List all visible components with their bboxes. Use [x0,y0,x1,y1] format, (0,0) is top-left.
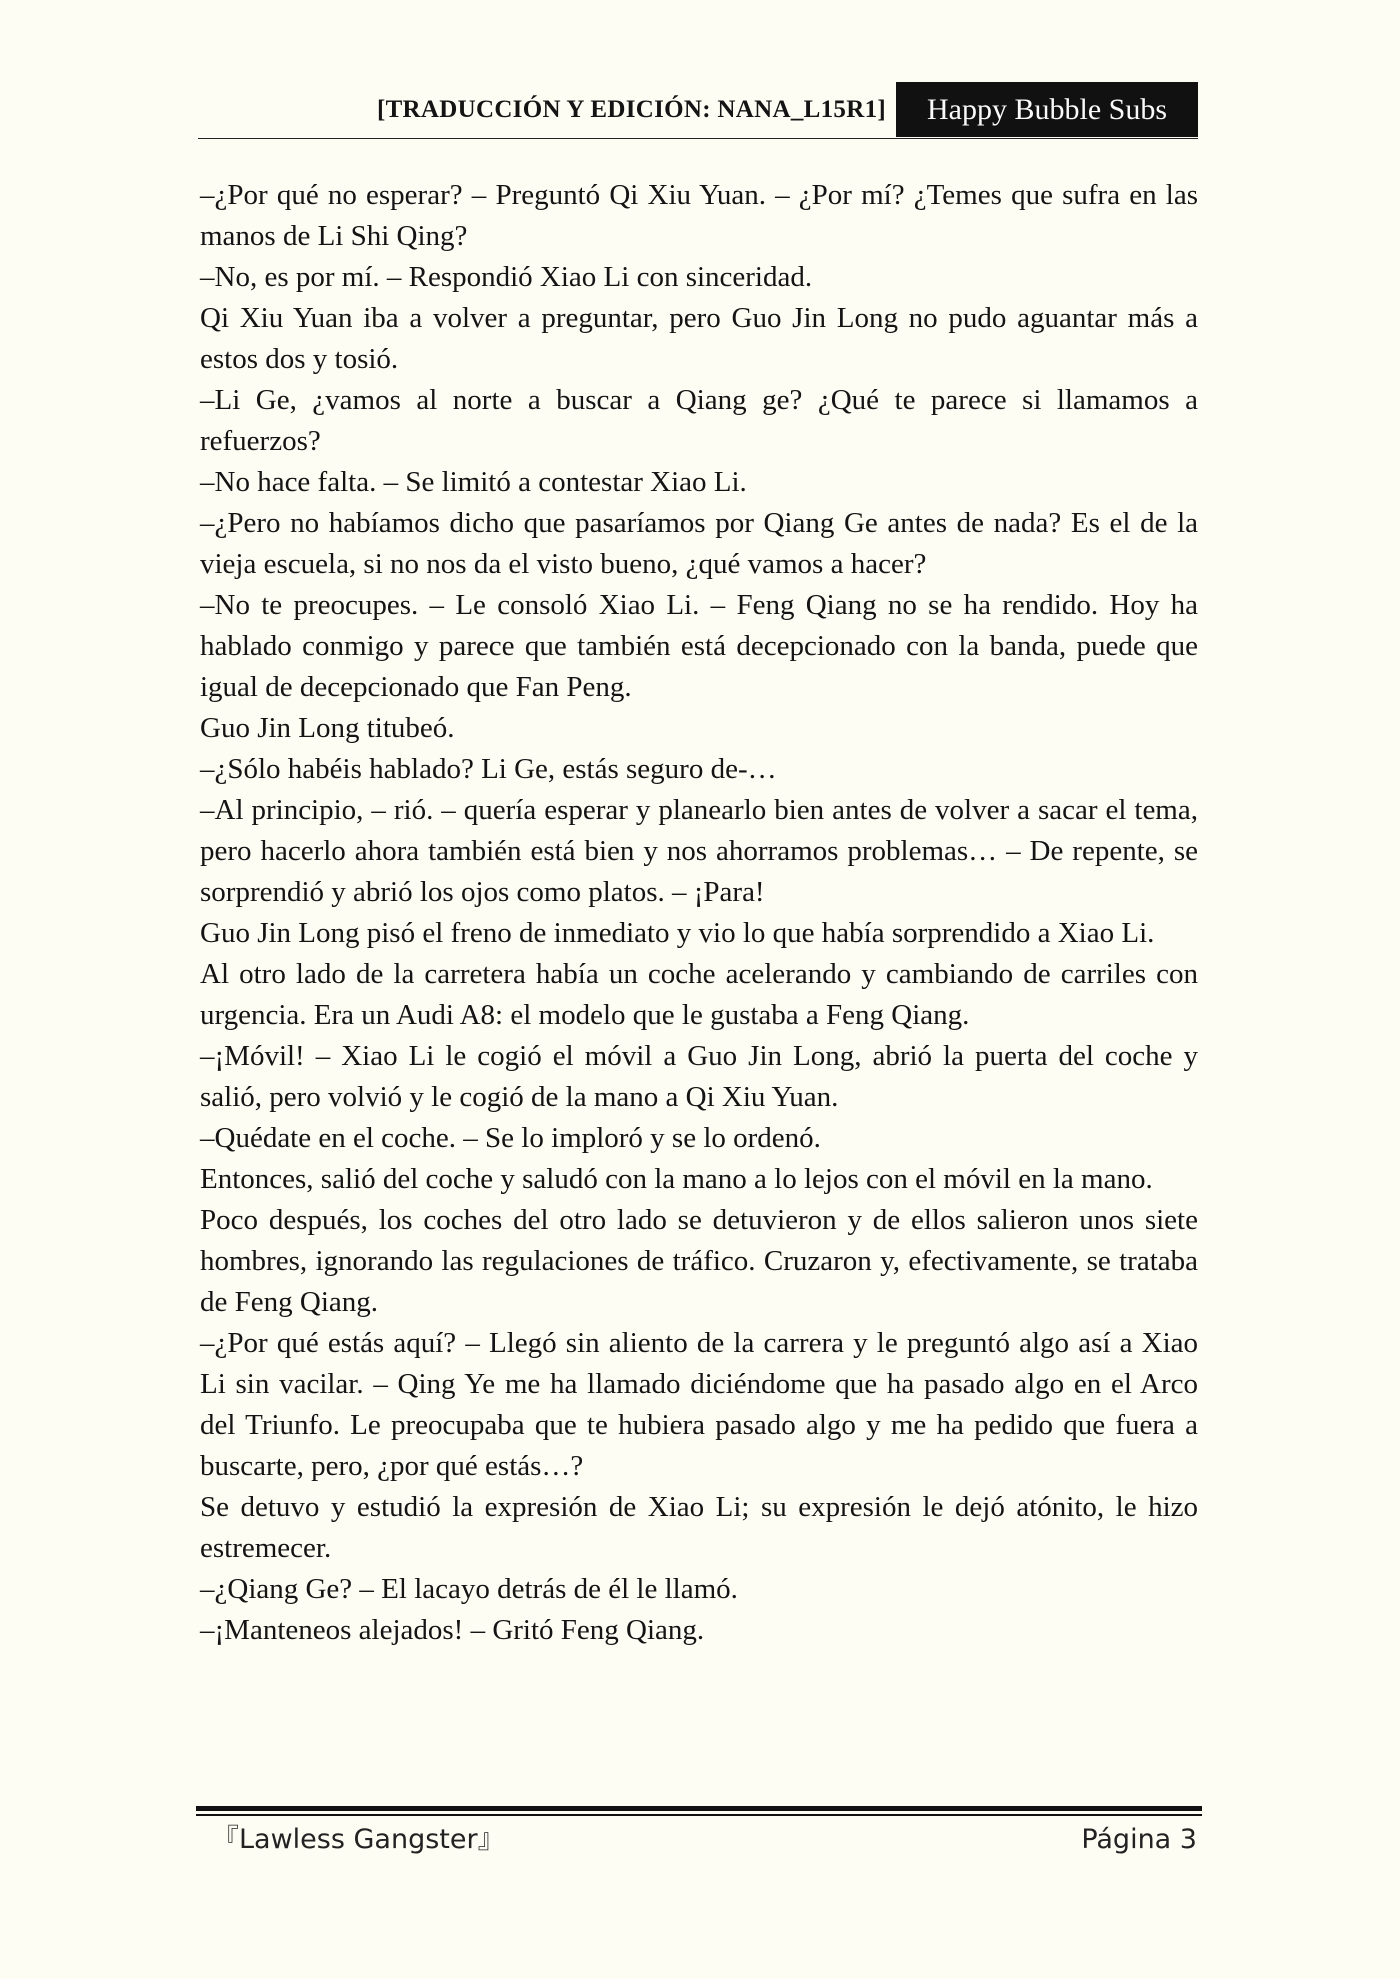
paragraph: Guo Jin Long titubeó. [200,712,455,744]
paragraph: –No, es por mí. – Respondió Xiao Li con sinceridad. [200,261,813,293]
page-header [198,82,1198,139]
paragraph: –¿Pero no habíamos dicho que pasaríamos por Qiang Ge antes de nada? Es el de la vieja escuela, si no nos da el visto bueno, ¿qué vamos a hacer? [200,507,1198,580]
paragraph: –¿Qiang Ge? – El lacayo detrás de él le llamó. [200,1573,738,1605]
paragraph: –¿Sólo habéis hablado? Li Ge, estás seguro de-… [200,753,777,785]
paragraph: –¡Manteneos alejados! – Gritó Feng Qiang. [200,1614,705,1646]
paragraph: –Quédate en el coche. – Se lo imploró y se lo ordenó. [200,1122,821,1154]
paragraph: –Al principio, – rió. – quería esperar y planearlo bien antes de volver a sacar el tema, pero hacerlo ahora también está bien y nos ahorramos problemas… – De repente, se sorprendió y abrió los ojos como platos. – ¡Para! [200,794,1198,908]
translation-credit: [TRADUCCIÓN Y EDICIÓN: NANA_L15R1] [376,96,886,123]
paragraph: Poco después, los coches del otro lado se detuvieron y de ellos salieron unos siete hombres, ignorando las regulaciones de tráfico. Cruzaron y, efectivamente, se trataba de Feng Qiang. [200,1204,1198,1318]
body-text [200,175,1198,1651]
paragraph: –¿Por qué no esperar? – Preguntó Qi Xiu Yuan. – ¿Por mí? ¿Temes que sufra en las manos de Li Shi Qing? [200,179,1198,252]
paragraph: Entonces, salió del coche y saludó con la mano a lo lejos con el móvil en la mano. [200,1163,1153,1195]
footer-divider-thin [196,1814,1202,1816]
page-number: Página 3 [1081,1824,1197,1855]
paragraph: –No te preocupes. – Le consoló Xiao Li. – Feng Qiang no se ha rendido. Hoy ha hablado conmigo y parece que también está decepcionado con la banda, puede que igual de decepcionado que Fan Peng. [200,589,1198,703]
paragraph: –¿Por qué estás aquí? – Llegó sin aliento de la carrera y le preguntó algo así a Xiao Li sin vacilar. – Qing Ye me ha llamado diciéndome que ha pasado algo en el Arco del Triunfo. Le preocupaba que te hubiera pasado algo y me ha pedido que fuera a buscarte, pero, ¿por qué estás…? [200,1327,1198,1482]
paragraph: –¡Móvil! – Xiao Li le cogió el móvil a Guo Jin Long, abrió la puerta del coche y salió, pero volvió y le cogió de la mano a Qi Xiu Yuan. [200,1040,1198,1113]
footer-divider [196,1806,1202,1811]
paragraph: –Li Ge, ¿vamos al norte a buscar a Qiang ge? ¿Qué te parece si llamamos a refuerzos? [200,384,1198,457]
paragraph: –No hace falta. – Se limitó a contestar Xiao Li. [200,466,747,498]
book-title: 『Lawless Gangster』 [212,1824,505,1855]
paragraph: Guo Jin Long pisó el freno de inmediato y vio lo que había sorprendido a Xiao Li. [200,917,1155,949]
paragraph: Qi Xiu Yuan iba a volver a preguntar, pero Guo Jin Long no pudo aguantar más a estos dos y tosió. [200,302,1198,375]
group-badge: Happy Bubble Subs [896,82,1198,137]
paragraph: Al otro lado de la carretera había un coche acelerando y cambiando de carriles con urgencia. Era un Audi A8: el modelo que le gustaba a Feng Qiang. [200,958,1198,1031]
paragraph: Se detuvo y estudió la expresión de Xiao Li; su expresión le dejó atónito, le hizo estremecer. [200,1491,1198,1564]
